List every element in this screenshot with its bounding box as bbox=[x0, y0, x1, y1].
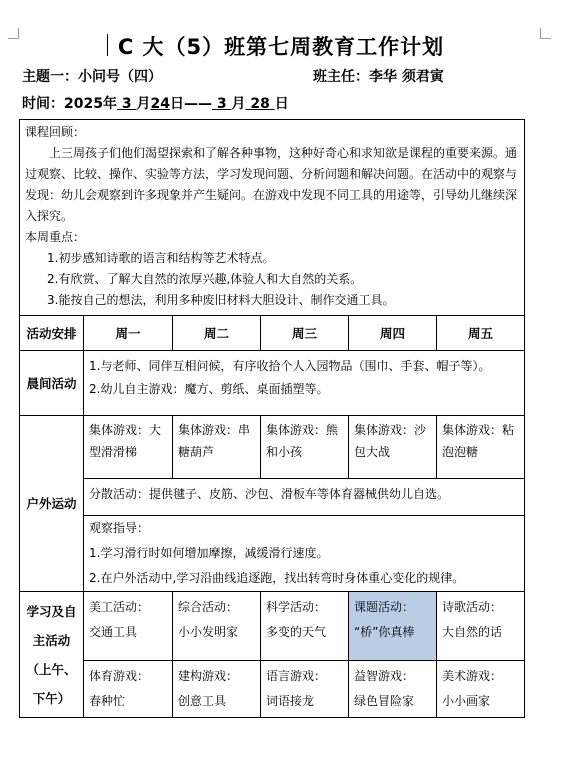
time-day-end-suffix: 日 bbox=[274, 96, 289, 112]
outdoor-game-monday[interactable]: 集体游戏：大型滑滑梯 bbox=[84, 416, 173, 479]
focus-heading: 本周重点： bbox=[25, 230, 86, 244]
activity-name: 创意工具 bbox=[178, 694, 227, 708]
teacher-line bbox=[313, 66, 444, 86]
activity-type: 建构游戏： bbox=[178, 669, 239, 683]
activity-type: 体育游戏： bbox=[89, 669, 150, 683]
activity-type: 语言游戏： bbox=[266, 669, 327, 683]
time-month-start-value: 3 bbox=[121, 96, 132, 112]
activity-type: 诗歌活动： bbox=[442, 600, 503, 614]
morning-row bbox=[20, 351, 525, 416]
theme-line bbox=[22, 66, 162, 86]
time-day-end-value: 28 bbox=[250, 96, 270, 112]
outdoor-dispersed[interactable]: 分散活动：提供毽子、皮筋、沙包、滑板车等体育器械供幼儿自选。 bbox=[84, 479, 525, 516]
learning-cell-monday[interactable] bbox=[84, 661, 173, 718]
learning-row-1 bbox=[20, 592, 525, 661]
learning-cell-tuesday[interactable] bbox=[173, 661, 261, 718]
theme-value: 小问号（四） bbox=[78, 69, 162, 85]
time-day-start-suffix: 日 bbox=[169, 96, 184, 112]
plan-table bbox=[19, 119, 525, 718]
activity-name: 绿色冒险家 bbox=[354, 694, 415, 708]
time-month-start bbox=[117, 96, 137, 112]
review-row bbox=[20, 120, 525, 316]
learning-label-line: （上午、 bbox=[26, 661, 77, 677]
focus-item: 2.有欣赏、了解大自然的浓厚兴趣,体验人和大自然的关系。 bbox=[47, 272, 363, 286]
activity-name: 多变的天气 bbox=[266, 625, 327, 639]
time-year: 2025 bbox=[64, 96, 103, 112]
table-header-row bbox=[20, 316, 525, 351]
outdoor-observe-row bbox=[20, 516, 525, 592]
morning-label[interactable]: 晨间活动 bbox=[20, 351, 84, 416]
learning-cell-thursday[interactable] bbox=[349, 661, 437, 718]
time-month-start-suffix: 月 bbox=[136, 96, 151, 112]
activity-type: 美工活动： bbox=[89, 600, 150, 614]
morning-item: 1.与老师、同伴互相问候，有序收拾个人入园物品（围巾、手套、帽子等）。 bbox=[89, 359, 491, 373]
outdoor-game-wednesday[interactable]: 集体游戏：熊和小孩 bbox=[261, 416, 349, 479]
review-cell[interactable] bbox=[20, 120, 525, 316]
header-tuesday[interactable]: 周二 bbox=[173, 316, 261, 351]
time-day-start bbox=[150, 96, 169, 112]
outdoor-label[interactable]: 户外运动 bbox=[20, 416, 84, 592]
learning-label-line: 下午） bbox=[32, 690, 71, 706]
activity-type: 美术游戏： bbox=[442, 669, 503, 683]
activity-name: 小小画家 bbox=[442, 694, 491, 708]
time-day-end bbox=[245, 96, 274, 112]
activity-name: “桥”你真棒 bbox=[354, 625, 415, 639]
time-month-end bbox=[212, 96, 232, 112]
activity-name: 小小发明家 bbox=[178, 625, 239, 639]
activity-name: 交通工具 bbox=[89, 625, 138, 639]
morning-content[interactable] bbox=[84, 351, 525, 416]
focus-item: 3.能按自己的想法，利用多种废旧材料大胆设计、制作交通工具。 bbox=[47, 293, 395, 307]
activity-name: 春种忙 bbox=[89, 694, 126, 708]
teacher-value: 李华 须君寅 bbox=[369, 69, 444, 85]
time-month-end-suffix: 月 bbox=[231, 96, 246, 112]
activity-type: 益智游戏： bbox=[354, 669, 415, 683]
header-friday[interactable]: 周五 bbox=[437, 316, 525, 351]
time-line bbox=[22, 93, 289, 113]
learning-row-2 bbox=[20, 661, 525, 718]
learning-cell-wednesday[interactable] bbox=[261, 592, 349, 661]
time-month-end-value: 3 bbox=[216, 96, 227, 112]
outdoor-game-thursday[interactable]: 集体游戏：沙包大战 bbox=[349, 416, 437, 479]
observe-item: 2.在户外活动中,学习沿曲线追逐跑，找出转弯时身体重心变化的规律。 bbox=[89, 571, 465, 585]
learning-label[interactable] bbox=[20, 592, 84, 718]
teacher-label: 班主任： bbox=[313, 69, 369, 85]
time-year-suffix: 年 bbox=[102, 96, 117, 112]
header-thursday[interactable]: 周四 bbox=[349, 316, 437, 351]
activity-type: 综合活动： bbox=[178, 600, 239, 614]
review-paragraph: 上三周孩子们他们渴望探索和了解各种事物，这种好奇心和求知欲是课程的重要来源。通过观察、比较、操作、实验等方法，学习发现问题、分析问题和解决问题。在活动中的观察与发现：幼儿会观察到许多现象并产生疑问。在游戏中发现不同工具的用途等，引导幼儿继续深入探究。 bbox=[25, 146, 518, 223]
focus-item: 1.初步感知诗歌的语言和结构等艺术特点。 bbox=[47, 251, 275, 265]
review-heading: 课程回顾： bbox=[25, 125, 86, 139]
header-activity[interactable]: 活动安排 bbox=[20, 316, 84, 351]
learning-cell-tuesday[interactable] bbox=[173, 592, 261, 661]
time-day-start-value: 24 bbox=[150, 96, 170, 112]
learning-cell-friday[interactable] bbox=[437, 661, 525, 718]
outdoor-game-tuesday[interactable]: 集体游戏：串糖葫芦 bbox=[173, 416, 261, 479]
activity-name: 词语接龙 bbox=[266, 694, 315, 708]
learning-cell-friday[interactable] bbox=[437, 592, 525, 661]
header-monday[interactable]: 周一 bbox=[84, 316, 173, 351]
activity-type: 科学活动： bbox=[266, 600, 327, 614]
time-label: 时间： bbox=[22, 96, 64, 112]
activity-type: 课题活动： bbox=[354, 600, 415, 614]
time-separator: —— bbox=[183, 96, 212, 112]
document-title[interactable]: C 大（5）班第七周教育工作计划 bbox=[117, 35, 445, 59]
observe-item: 1.学习滑行时如何增加摩擦，减缓滑行速度。 bbox=[89, 546, 329, 560]
outdoor-games-row bbox=[20, 416, 525, 479]
theme-label: 主题一： bbox=[22, 69, 78, 85]
learning-label-line: 学习及自 bbox=[26, 603, 77, 619]
learning-cell-thursday[interactable] bbox=[349, 592, 437, 661]
outdoor-dispersed-row bbox=[20, 479, 525, 516]
outdoor-game-friday[interactable]: 集体游戏：粘泡泡糖 bbox=[437, 416, 525, 479]
observe-heading: 观察指导： bbox=[89, 521, 150, 535]
activity-name: 大自然的话 bbox=[442, 625, 503, 639]
learning-cell-wednesday[interactable] bbox=[261, 661, 349, 718]
morning-item: 2.幼儿自主游戏：魔方、剪纸、桌面插塑等。 bbox=[89, 382, 329, 396]
learning-label-line: 主活动 bbox=[32, 632, 71, 648]
header-wednesday[interactable]: 周三 bbox=[261, 316, 349, 351]
outdoor-observe[interactable] bbox=[84, 516, 525, 592]
learning-cell-monday[interactable] bbox=[84, 592, 173, 661]
